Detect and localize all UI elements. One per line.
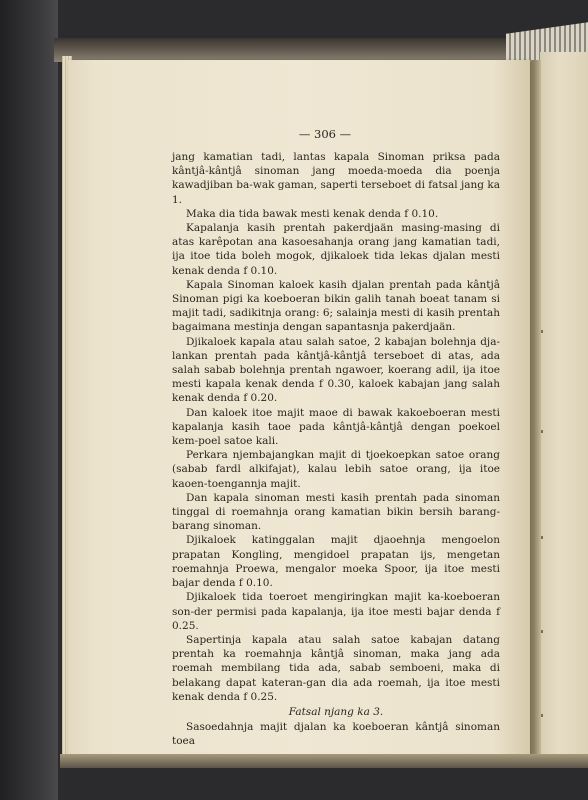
paragraph: Dan kaloek itoe majit maoe di bawak kakoeboeran mesti kapalanja kasih taoe pada kântjâ-kântjâ dengan poekoel kem-poel satoe kali. — [172, 406, 500, 448]
page-number: — 306 — — [298, 127, 352, 141]
book-bottom-edge — [60, 754, 588, 768]
paragraph: Sasoedahnja majit djalan ka koeboeran kântjâ sinoman toea — [172, 721, 500, 748]
paragraph: Maka dia tida bawak mesti kenak denda f 0.10. — [186, 207, 439, 220]
paragraph: Perkara njembajangkan majit di tjoekoepkan satoe orang (sabab fardl alkifajat), kalau lebih satoe orang, ija itoe kaoen-toengannja majit. — [172, 449, 500, 490]
facing-page-mark — [541, 430, 543, 433]
paragraph: Kapala Sinoman kaloek kasih djalan prentah pada kântjâ Sinoman pigi ka koeboeran bikin galih tanah boeat tanam si majit tadi, sadikitnja orang: 6; salainja mesti di kasih prentah bagaimana mestinja dengan sapantasnja pakerdjaän. — [172, 278, 500, 334]
paragraph: Sapertinja kapala atau salah satoe kabajan datang prentah ka roemahnja kântjâ sinoman, maka jang ada roemah membilang tida ada, sabab semboeni, maka di belakang dapat kateran-gan dia ada roemah, ija itoe mesti kenak denda f 0.25. — [172, 633, 500, 703]
facing-page-mark — [541, 630, 543, 633]
paragraph: Djikaloek kapala atau salah satoe, 2 kabajan bolehnja dja-lankan prentah pada kântjâ-kântjâ terseboet di atas, ada salah sabab bolehnja prentah ngawoer, koerang adil, ija itoe mesti kapala kenak denda f 0.30, kaloek kabajan jang salah kenak denda f 0.20. — [172, 335, 500, 405]
paragraph: Kapalanja kasih prentah pakerdjaän masing-masing di atas karêpotan ana kasoesahanja orang jang kamatian tadi, ija itoe tida boleh mogok, djikaloek tida lekas djalan mesti kenak denda f 0.10. — [172, 222, 500, 277]
book-cover-left — [0, 0, 58, 800]
paragraph: jang kamatian tadi, lantas kapala Sinoman priksa pada kântjâ-kântjâ sinoman jang moeda-moeda dia poenja kawadjiban ba-wak gaman, saperti terseboet di fatsal jang ka 1. — [172, 151, 500, 206]
facing-page-mark — [541, 714, 543, 717]
paragraph: Djikaloek tida toeroet mengiringkan majit ka-koeboeran son-der permisi pada kapalanja, ija itoe mesti bajar denda f 0.25. — [172, 591, 500, 632]
page-text — [172, 150, 500, 749]
book-cover-top — [54, 38, 524, 62]
section-heading: Fatsal njang ka 3. — [288, 705, 384, 718]
facing-page-mark — [541, 330, 543, 333]
facing-page-mark — [541, 536, 543, 539]
facing-page — [540, 52, 588, 760]
paragraph: Djikaloek katinggalan majit djaoehnja mengoelon prapatan Kongling, mengidoel prapatan ijs, mengetan roemahnja Proewa, mengalor moeka Spoor, ija itoe mesti bajar denda f 0.10. — [172, 534, 500, 590]
paragraph: Dan kapala sinoman mesti kasih prentah pada sinoman tinggal di roemahnja orang kamatian bikin bersih barang-barang sinoman. — [172, 491, 500, 533]
